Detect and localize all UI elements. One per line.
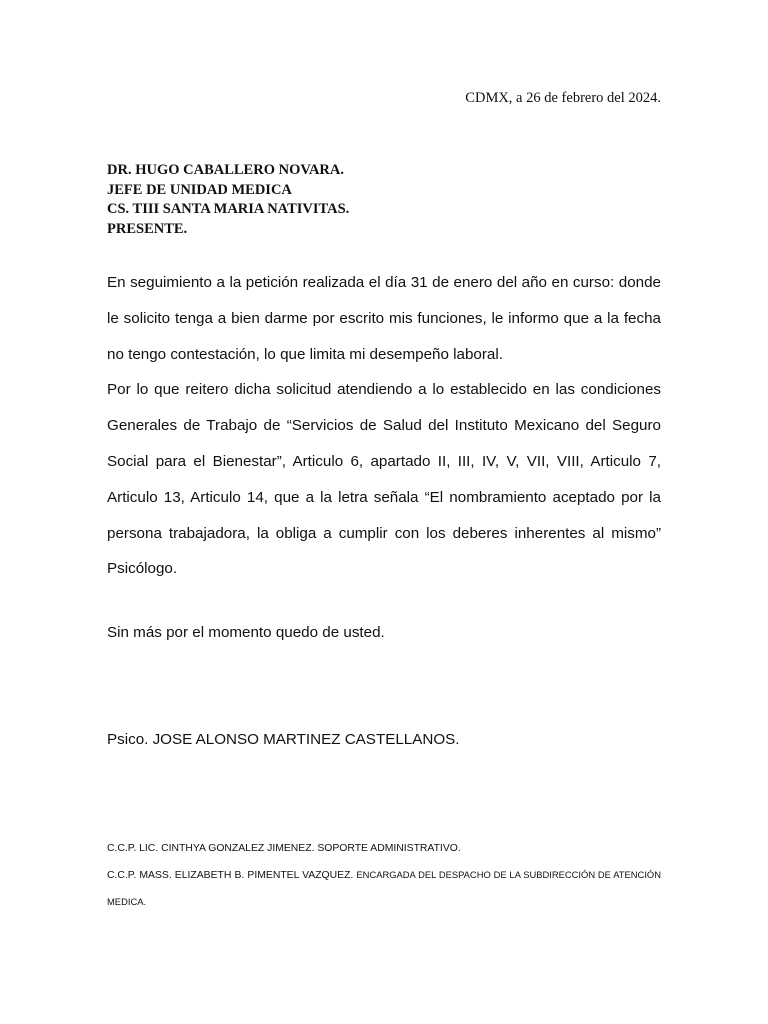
recipient-salutation: PRESENTE.	[107, 220, 188, 237]
ccp-2-text: C.C.P. MASS. ELIZABETH B. PIMENTEL VAZQUEZ.	[107, 870, 354, 881]
ccp-line-2	[107, 862, 661, 916]
recipient-name: DR. HUGO CABALLERO NOVARA.	[107, 162, 344, 178]
recipient-block	[107, 161, 349, 239]
letter-body	[107, 265, 661, 587]
ccp-line-1	[107, 836, 661, 862]
recipient-position: JEFE DE UNIDAD MEDICA	[107, 181, 292, 198]
ccp-block	[107, 836, 661, 916]
ccp-1-text: C.C.P. LIC. CINTHYA GONZALEZ JIMENEZ. SOPORTE ADMINISTRATIVO.	[107, 843, 461, 854]
body-paragraph-2: Por lo que reitero dicha solicitud atendiendo a lo establecido en las condiciones Generales de Trabajo de “Servicios de Salud del Instituto Mexicano del Seguro Social para el Bienestar”, Articulo 6, apartado II, III, IV, V, VII, VIII, Articulo 7, Articulo 13, Articulo 14, que a la letra señala “El nombramiento aceptado por la persona trabajadora, la obliga a cumplir con los deberes inherentes al mismo” Psicólogo.	[107, 381, 661, 578]
date-line: CDMX, a 26 de febrero del 2024.	[465, 90, 661, 106]
recipient-institution: CS. TIII SANTA MARIA NATIVITAS.	[107, 201, 350, 217]
ccp-2-note: ENCARGADA DEL DESPACHO DE LA SUBDIRECCIÓN DE ATENCIÓN MEDICA.	[107, 869, 661, 907]
body-paragraph-1: En seguimiento a la petición realizada el día 31 de enero del año en curso: donde le solicito tenga a bien darme por escrito mis funciones, le informo que a la fecha no tengo contestación, lo que limita mi desempeño laboral.	[107, 274, 661, 363]
signature-line: Psico. JOSE ALONSO MARTINEZ CASTELLANOS.	[107, 731, 460, 748]
closing-line: Sin más por el momento quedo de usted.	[107, 624, 385, 641]
